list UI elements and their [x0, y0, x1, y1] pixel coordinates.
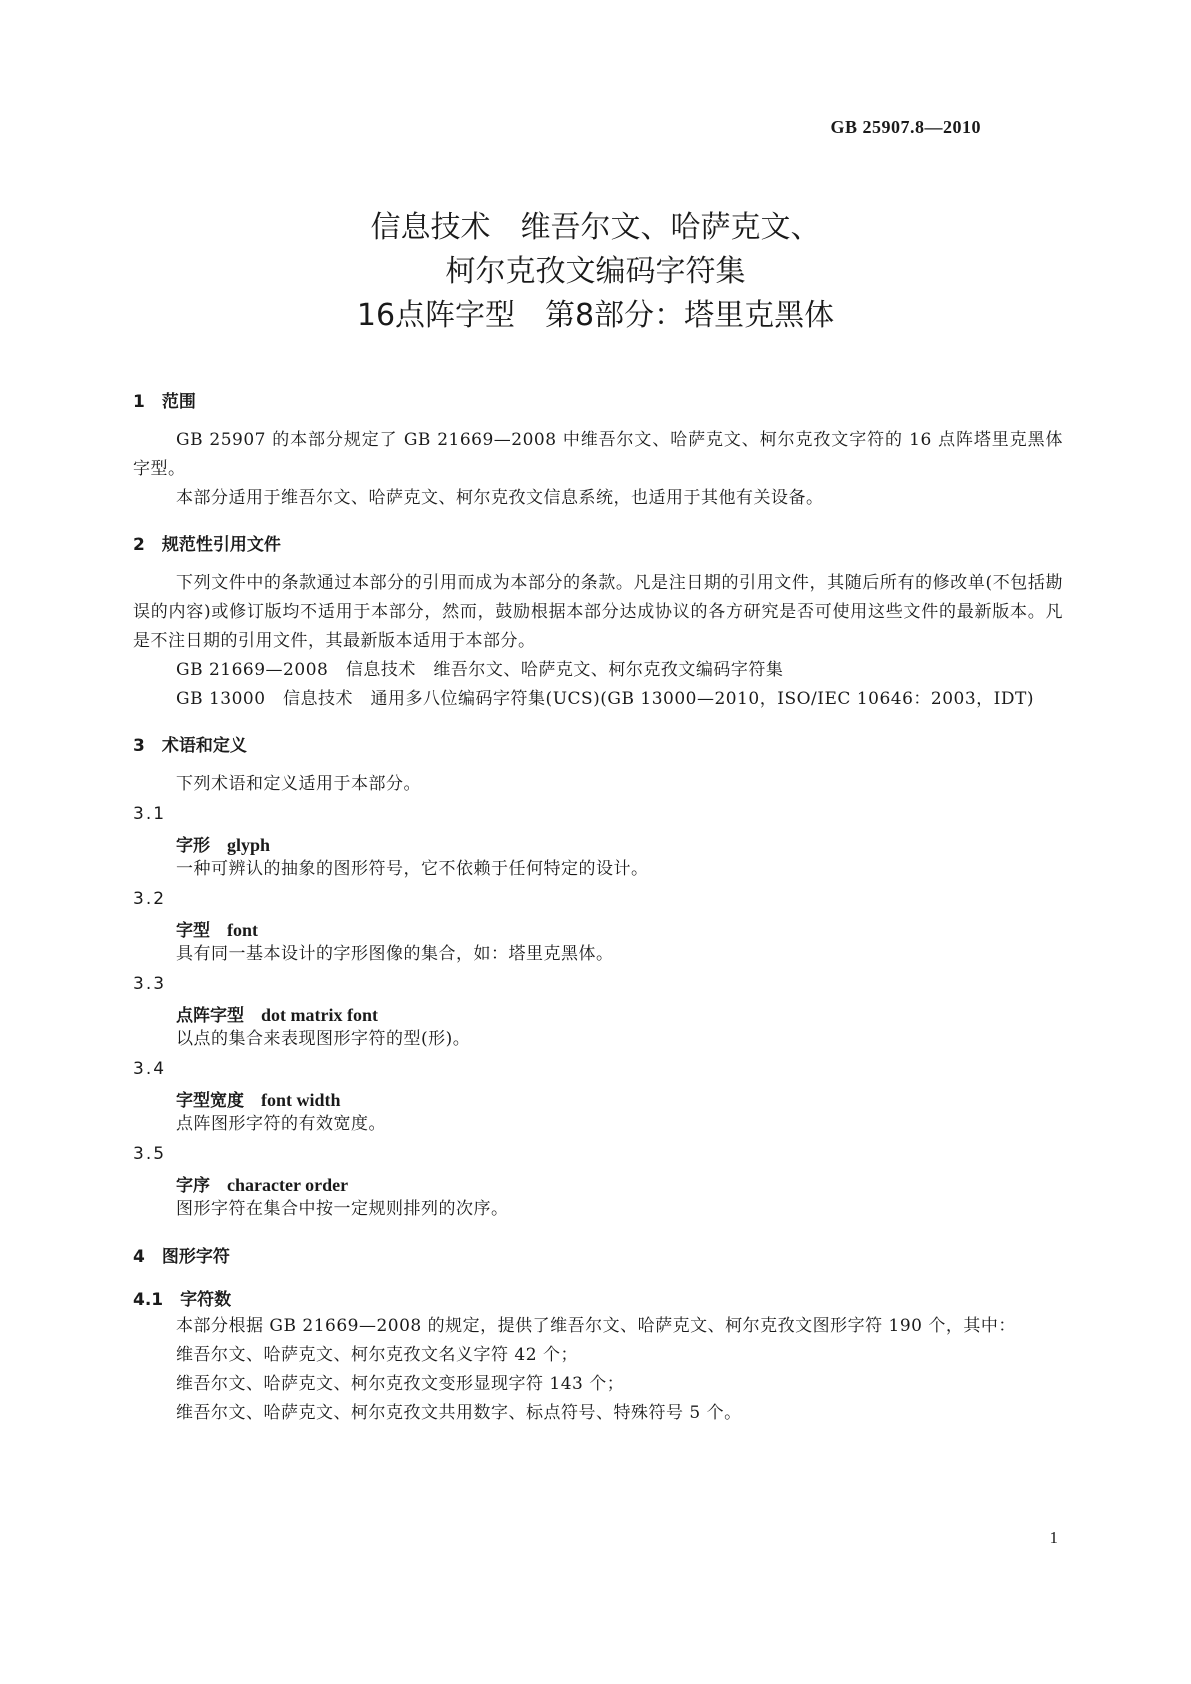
term-number: 3.1 [133, 804, 167, 824]
term-definition: 点阵图形字符的有效宽度。 [176, 1114, 386, 1134]
term-en: font width [261, 1090, 341, 1110]
page-number: 1 [1049, 1528, 1058, 1547]
term-en: dot matrix font [261, 1005, 378, 1025]
standard-number: GB 25907.8—2010 [830, 117, 981, 137]
document-title [0, 206, 1191, 338]
section-4-1-heading: 4.1 字符数 [133, 1290, 232, 1310]
term-number: 3.2 [133, 889, 167, 909]
term-definition: 具有同一基本设计的字形图像的集合，如：塔里克黑体。 [176, 944, 614, 964]
term-title [176, 1001, 378, 1026]
term-title [176, 916, 258, 941]
term-title [176, 1171, 348, 1196]
term-title [176, 831, 270, 856]
title-line-1: 信息技术 维吾尔文、哈萨克文、 [370, 210, 821, 245]
section-4-paragraph-2: 维吾尔文、哈萨克文、柯尔克孜文名义字符 42 个； [176, 1345, 578, 1365]
section-2-paragraph-1: 下列文件中的条款通过本部分的引用而成为本部分的条款。凡是注日期的引用文件，其随后所有的修改单(不包括勘误的内容)或修订版均不适用于本部分，然而，鼓励根据本部分达成协议的各方研究是否可使用这些文件的最新版本。凡是不注日期的引用文件，其最新版本适用于本部分。 [133, 573, 1063, 651]
term-definition: 图形字符在集合中按一定规则排列的次序。 [176, 1199, 509, 1219]
term-number: 3.5 [133, 1144, 167, 1164]
term-title [176, 1086, 341, 1111]
term-cn: 点阵字型 [176, 1006, 244, 1026]
term-cn: 字序 [176, 1176, 210, 1196]
section-1-paragraph-1: GB 25907 的本部分规定了 GB 21669—2008 中维吾尔文、哈萨克文、柯尔克孜文字符的 16 点阵塔里克黑体字型。 [133, 430, 1063, 479]
term-cn: 字型宽度 [176, 1091, 244, 1111]
term-definition: 一种可辨认的抽象的图形符号，它不依赖于任何特定的设计。 [176, 859, 649, 879]
section-1-heading: 1 范围 [133, 392, 196, 412]
section-3-intro: 下列术语和定义适用于本部分。 [176, 774, 421, 794]
section-4-paragraph-1: 本部分根据 GB 21669—2008 的规定，提供了维吾尔文、哈萨克文、柯尔克孜文图形字符 190 个，其中： [176, 1316, 1016, 1336]
section-2-heading: 2 规范性引用文件 [133, 535, 281, 555]
reference-1: GB 21669—2008 信息技术 维吾尔文、哈萨克文、柯尔克孜文编码字符集 [176, 660, 784, 680]
title-line-3: 16点阵字型 第8部分：塔里克黑体 [356, 298, 835, 333]
term-number: 3.4 [133, 1059, 167, 1079]
section-4-heading: 4 图形字符 [133, 1247, 230, 1267]
term-cn: 字形 [176, 836, 210, 856]
term-en: character order [227, 1175, 349, 1195]
term-definition: 以点的集合来表现图形字符的型(形)。 [176, 1029, 471, 1049]
term-cn: 字型 [176, 921, 210, 941]
section-1-paragraph-2: 本部分适用于维吾尔文、哈萨克文、柯尔克孜文信息系统，也适用于其他有关设备。 [176, 488, 824, 508]
term-en: glyph [227, 835, 271, 855]
title-line-2: 柯尔克孜文编码字符集 [445, 254, 746, 289]
term-number: 3.3 [133, 974, 167, 994]
section-3-heading: 3 术语和定义 [133, 736, 247, 756]
section-4-paragraph-3: 维吾尔文、哈萨克文、柯尔克孜文变形显现字符 143 个； [176, 1374, 625, 1394]
section-4-paragraph-4: 维吾尔文、哈萨克文、柯尔克孜文共用数字、标点符号、特殊符号 5 个。 [176, 1403, 742, 1423]
reference-2: GB 13000 信息技术 通用多八位编码字符集(UCS)(GB 13000—2010，ISO/IEC 10646：2003，IDT) [176, 689, 1034, 709]
term-en: font [227, 920, 258, 940]
